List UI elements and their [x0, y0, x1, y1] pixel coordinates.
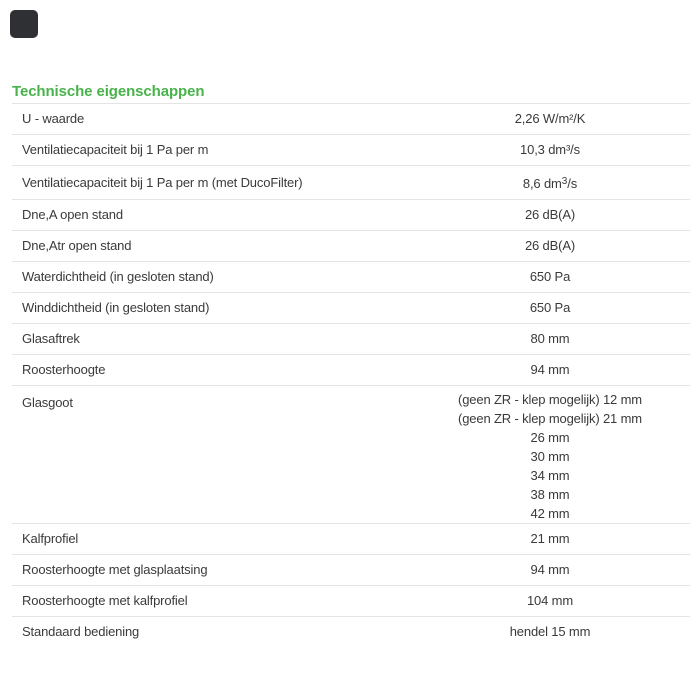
spec-value-line: 30 mm [530, 449, 570, 464]
spec-value: hendel 15 mm [509, 624, 591, 639]
spec-label: Ventilatiecapaciteit bij 1 Pa per m (met DucoFilter) [22, 174, 303, 190]
spec-label: Dne,Atr open stand [22, 238, 132, 253]
spec-value-line: (geen ZR - klep mogelijk) 21 mm [458, 411, 642, 426]
spec-row-dnea [12, 200, 690, 231]
spec-value: 26 dB(A) [524, 207, 576, 222]
spec-value-list [410, 386, 690, 523]
spec-row-roosterhoogte-glasplaatsing [12, 555, 690, 586]
spec-row-roosterhoogte [12, 355, 690, 386]
dark-square-logo [10, 10, 38, 38]
spec-label: U - waarde [22, 111, 85, 126]
spec-value: 94 mm [530, 562, 570, 577]
spec-value: 80 mm [530, 331, 570, 346]
spec-label: Roosterhoogte met kalfprofiel [22, 593, 188, 608]
spec-value-line: 42 mm [530, 506, 570, 521]
spec-value: 104 mm [526, 593, 574, 608]
spec-row-ventilatiecapaciteit [12, 135, 690, 166]
spec-label: Glasgoot [22, 395, 73, 410]
spec-label: Roosterhoogte [22, 362, 106, 377]
spec-table [12, 103, 690, 647]
spec-label: Kalfprofiel [22, 531, 79, 546]
page-title: Technische eigenschappen [12, 83, 205, 101]
spec-label: Waterdichtheid (in gesloten stand) [22, 269, 214, 284]
spec-row-standaard-bediening [12, 617, 690, 647]
spec-value: 26 dB(A) [524, 238, 576, 253]
spec-row-roosterhoogte-kalfprofiel [12, 586, 690, 617]
spec-label: Ventilatiecapaciteit bij 1 Pa per m [22, 142, 209, 157]
spec-row-waterdichtheid [12, 262, 690, 293]
spec-value: 10,3 dm³/s [520, 142, 580, 157]
spec-row-glasgoot [12, 386, 690, 524]
superscript: 3 [561, 175, 568, 187]
spec-row-dneatr [12, 231, 690, 262]
spec-label: Standaard bediening [22, 624, 140, 639]
spec-label: Roosterhoogte met glasplaatsing [22, 562, 208, 577]
spec-label: Dne,A open stand [22, 207, 123, 222]
spec-value: 650 Pa [529, 300, 571, 315]
spec-value-line: (geen ZR - klep mogelijk) 12 mm [458, 392, 642, 407]
spec-row-kalfprofiel [12, 524, 690, 555]
spec-value-line: 34 mm [530, 468, 570, 483]
spec-row-ventilatiecapaciteit-ducofilter [12, 166, 690, 200]
spec-label: Winddichtheid (in gesloten stand) [22, 300, 210, 315]
spec-value: 650 Pa [529, 269, 571, 284]
spec-row-glasaftrek [12, 324, 690, 355]
spec-value: 21 mm [530, 531, 570, 546]
spec-value: 94 mm [530, 362, 570, 377]
spec-value: 2,26 W/m²/K [514, 111, 586, 126]
spec-label: Glasaftrek [22, 331, 80, 346]
spec-value-line: 26 mm [530, 430, 570, 445]
spec-row-winddichtheid [12, 293, 690, 324]
spec-row-u-waarde [12, 104, 690, 135]
spec-value-line: 38 mm [530, 487, 570, 502]
spec-value: 8,6 $dm^3/s$ [522, 175, 578, 191]
